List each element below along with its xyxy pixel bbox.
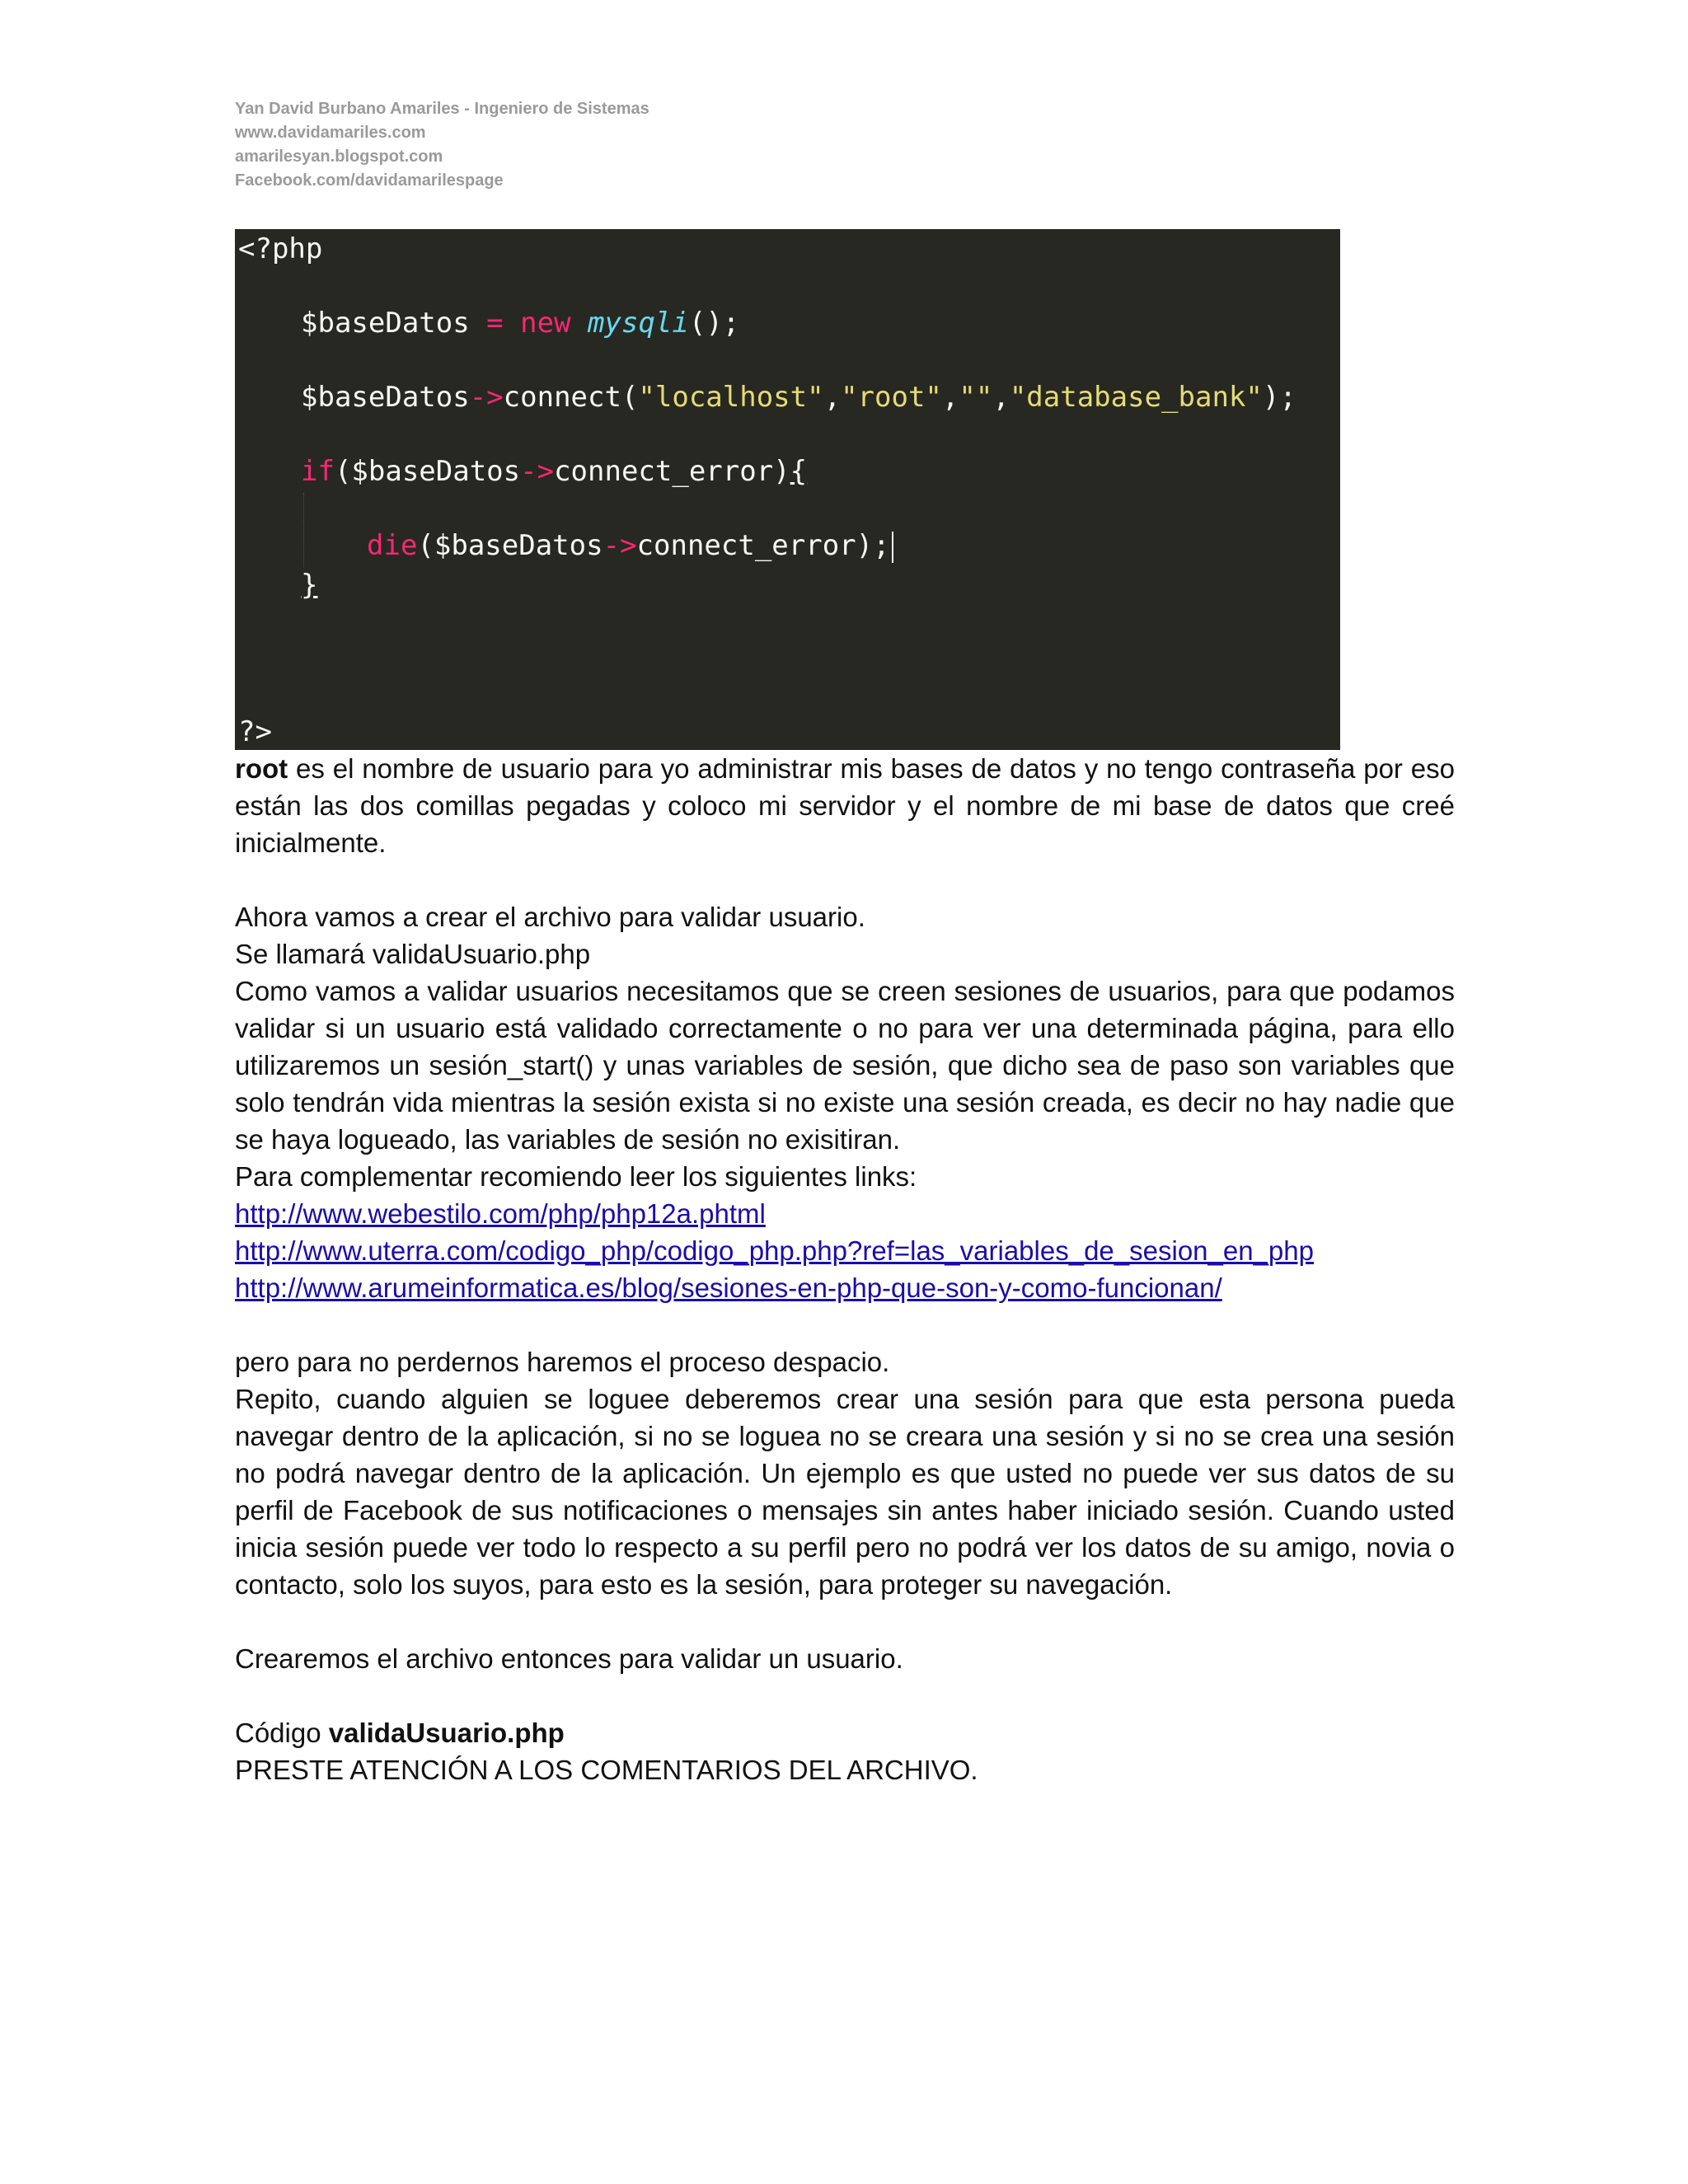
paragraph-attention: PRESTE ATENCIÓN A LOS COMENTARIOS DEL ARCHIVO. [235, 1755, 978, 1785]
document-body [235, 750, 1455, 1788]
facebook-line: Facebook.com/davidamarilespage [235, 171, 504, 190]
paragraph-links-intro: Para complementar recomiendo leer los siguientes links: [235, 1161, 917, 1192]
paragraph-slowly: pero para no perdernos haremos el proceso despacio. [235, 1347, 890, 1377]
blog-line: amarilesyan.blogspot.com [235, 148, 443, 166]
code-line-die: die($baseDatos->connect_error); [367, 529, 893, 563]
paragraph-repeat: Repito, cuando alguien se loguee deberemos crear una sesión para que esta persona pueda navegar dentro de la aplicación, si no se loguea no se creara una sesión y si no se crea una sesión no podrá navegar dentro de la aplicación. Un ejemplo es que usted no puede ver sus datos de su perfil de Facebook de sus notificaciones o mensajes sin antes haber iniciado sesión. Cuando usted inicia sesión puede ver todo lo respecto a su perfil pero no podrá ver los datos de su amigo, novia o contacto, solo los suyos, para esto es la sesión, para proteger su navegación. [235, 1384, 1455, 1600]
website-line: www.davidamariles.com [235, 124, 426, 142]
paragraph-sessions: Como vamos a validar usuarios necesitamos que se creen sesiones de usuarios, para que podamos validar si un usuario está validado correctamente o no para ver una determinada página, para ello utilizaremos un sesión_start() y unas variables de sesión, que dicho sea de paso son variables que solo tendrán vida mientras la sesión exista si no existe una sesión creada, es decir no hay nadie que se haya logueado, las variables de sesión no exisitiran. [235, 976, 1455, 1155]
code-close-brace: } [301, 569, 318, 602]
paragraph-create-file: Ahora vamos a crear el archivo para validar usuario. [235, 902, 865, 932]
paragraph-file-name: Se llamará validaUsuario.php [235, 939, 591, 969]
text-caret [892, 532, 893, 563]
link-webestilo[interactable]: http://www.webestilo.com/php/php12a.phtml [235, 1198, 766, 1229]
indent-guide [303, 493, 304, 567]
paragraph-code-title: Código validaUsuario.php [235, 1718, 565, 1748]
code-close-tag: ?> [238, 715, 272, 748]
code-open-tag: <?php [238, 232, 323, 265]
code-line-if: if($baseDatos->connect_error){ [301, 455, 808, 488]
paragraph-root: root es el nombre de usuario para yo administrar mis bases de datos y no tengo contraseña por eso están las dos comillas pegadas y coloco mi servidor y el nombre de mi base de datos que creé inicialmente. [235, 753, 1455, 858]
code-line-connect: $baseDatos->connect("localhost","root","","database_bank"); [301, 381, 1296, 414]
link-arumeinformatica[interactable]: http://www.arumeinformatica.es/blog/sesiones-en-php-que-son-y-como-funcionan/ [235, 1272, 1222, 1303]
paragraph-create-validation: Crearemos el archivo entonces para validar un usuario. [235, 1643, 903, 1674]
code-screenshot [235, 229, 1340, 750]
code-line-new-mysqli: $baseDatos = new mysqli(); [301, 307, 740, 340]
link-uterra[interactable]: http://www.uterra.com/codigo_php/codigo_php.php?ref=las_variables_de_sesion_en_php [235, 1235, 1314, 1266]
author-line: Yan David Burbano Amariles - Ingeniero de Sistemas [235, 100, 649, 118]
page-header [235, 97, 649, 193]
